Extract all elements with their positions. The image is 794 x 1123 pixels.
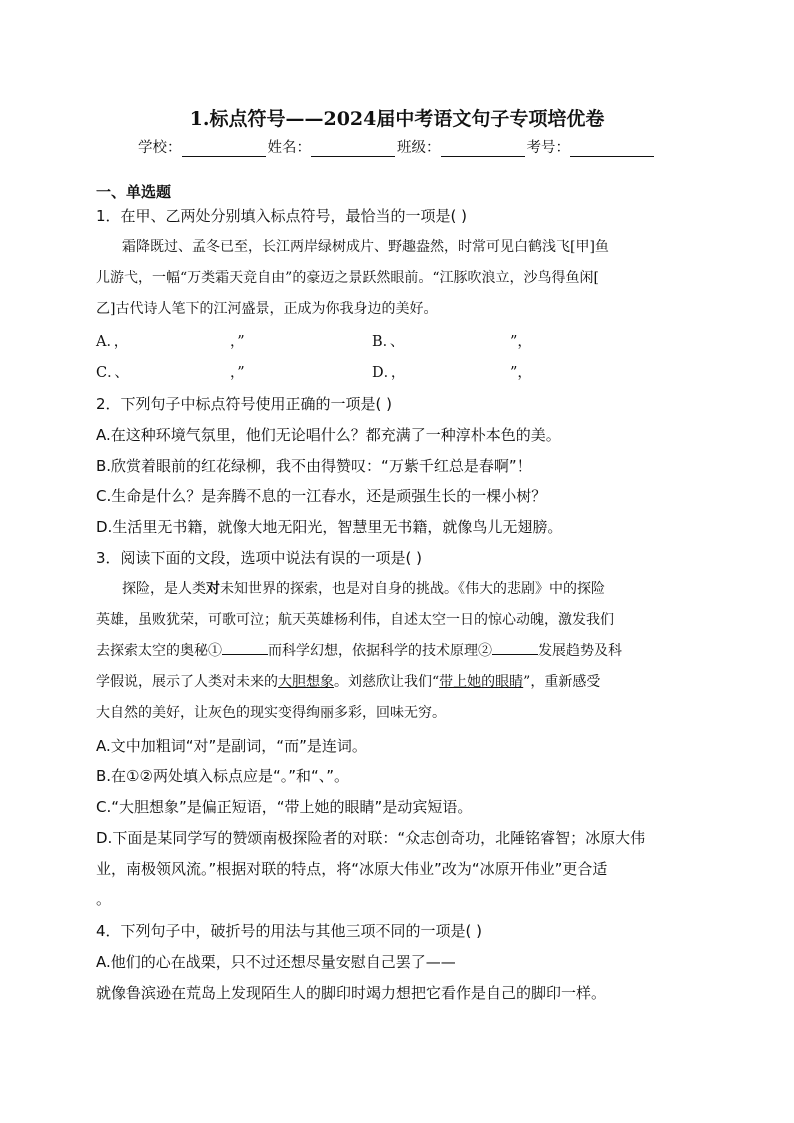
class-label: 班级： [397, 140, 441, 156]
q2-option-d[interactable]: D.生活里无书籍，就像大地无阳光，智慧里无书籍，就像鸟儿无翅膀。 [96, 518, 563, 536]
q3-passage-line: 去探索太空的奥秘① 而科学幻想，依据科学的技术原理② 发展趋势及科 [96, 643, 622, 659]
q1-passage-line: 儿游弋，一幅“万类霜天竞自由”的豪迈之景跃然眼前。“江豚吹浪立，沙鸟得鱼闲[ [96, 270, 599, 286]
q1-option-d[interactable] [372, 361, 532, 382]
name-blank[interactable] [311, 140, 395, 157]
q1-option-b[interactable] [372, 330, 532, 351]
student-info-line [0, 136, 794, 157]
page-title: 1.标点符号——2024届中考语文句子专项培优卷 [189, 108, 605, 130]
q4-option-a[interactable]: A.他们的心在战栗，只不过还想尽量安慰自己罢了—— [96, 953, 456, 971]
exam-no-field[interactable] [527, 136, 657, 157]
q1-option-b-label: B．、 [372, 334, 405, 350]
q3-passage-line: 学假说，展示了人类对未来的大胆想象。刘慈欣让我们“带上她的眼睛”，重新感受 [96, 674, 601, 690]
q1-option-b-value: ”， [510, 334, 532, 350]
q3-option-a[interactable]: A.文中加粗词“对”是副词，“而”是连词。 [96, 737, 367, 755]
q2-stem: 2．下列句子中标点符号使用正确的一项是( ) [96, 395, 393, 413]
q2-option-a[interactable]: A.在这种环境气氛里，他们无论唱什么？都充满了一种淳朴本色的美。 [96, 426, 561, 444]
q3-option-d-cont: 业，南极领风流。”根据对联的特点，将“冰原大伟业”改为“冰原开伟业”更合适 [96, 860, 608, 878]
exam-no-blank[interactable] [570, 140, 654, 157]
q2-option-c[interactable]: C.生命是什么？是奔腾不息的一江春水，还是顽强生长的一棵小树？ [96, 487, 547, 505]
q3-option-d-cont: 。 [96, 890, 112, 908]
underlined-phrase: 带上她的眼睛 [439, 674, 524, 690]
q1-option-c-value: ，” [230, 365, 245, 381]
blank-1 [222, 642, 268, 655]
q1-passage-line: 霜降既过、孟冬已至，长江两岸绿树成片、野趣盎然，时常可见白鹤浅飞[甲]鱼 [122, 239, 609, 255]
q1-option-a-label: A．， [96, 334, 129, 350]
q3-option-d[interactable]: D.下面是某同学写的赞颂南极探险者的对联：“众志创奇功，北陲铭睿智；冰原大伟 [96, 829, 646, 847]
name-label: 姓名： [267, 140, 311, 156]
q1-option-a[interactable] [96, 330, 245, 351]
q3-option-b[interactable]: B.在①②两处填入标点应是“。”和“、”。 [96, 767, 350, 785]
q3-passage-line: 大自然的美好，让灰色的现实变得绚丽多彩，回味无穷。 [96, 705, 446, 721]
q2-option-b[interactable]: B.欣赏着眼前的红花绿柳，我不由得赞叹：“万紫千红总是春啊”！ [96, 457, 532, 475]
q1-option-a-value: ，” [230, 334, 245, 350]
q4-option-a-cont: 就像鲁滨逊在荒岛上发现陌生人的脚印时竭力想把它看作是自己的脚印一样。 [96, 984, 607, 1002]
q1-passage-line: 乙]古代诗人笔下的江河盛景，正成为你我身边的美好。 [96, 301, 438, 317]
q1-stem: 1．在甲、乙两处分别填入标点符号，最恰当的一项是( ) [96, 207, 468, 225]
blank-2 [492, 642, 538, 655]
q1-option-c[interactable] [96, 361, 245, 382]
q1-option-d-label: D．， [372, 365, 406, 381]
q3-passage-line: 英雄，虽败犹荣，可歌可泣；航天英雄杨利伟，自述太空一日的惊心动魄，激发我们 [96, 612, 614, 628]
q3-stem: 3．阅读下面的文段，选项中说法有误的一项是( ) [96, 549, 423, 567]
q3-passage-line: 探险，是人类对未知世界的探索，也是对自身的挑战。《伟大的悲剧》中的探险 [122, 581, 605, 597]
class-blank[interactable] [441, 140, 525, 157]
q1-option-d-value: ”， [510, 365, 532, 381]
q1-option-c-label: C．、 [96, 365, 129, 381]
class-field[interactable] [397, 136, 527, 157]
section-heading: 一、单选题 [96, 183, 172, 201]
school-field[interactable] [138, 136, 268, 157]
exam-no-label: 考号： [526, 140, 570, 156]
bold-word-dui: 对 [206, 581, 220, 597]
school-blank[interactable] [182, 140, 266, 157]
name-field[interactable] [268, 136, 398, 157]
school-label: 学校： [138, 140, 182, 156]
q4-stem: 4．下列句子中，破折号的用法与其他三项不同的一项是( ) [96, 922, 483, 940]
q3-option-c[interactable]: C.“大胆想象”是偏正短语，“带上她的眼睛”是动宾短语。 [96, 798, 473, 816]
underlined-phrase: 大胆想象 [278, 674, 334, 690]
